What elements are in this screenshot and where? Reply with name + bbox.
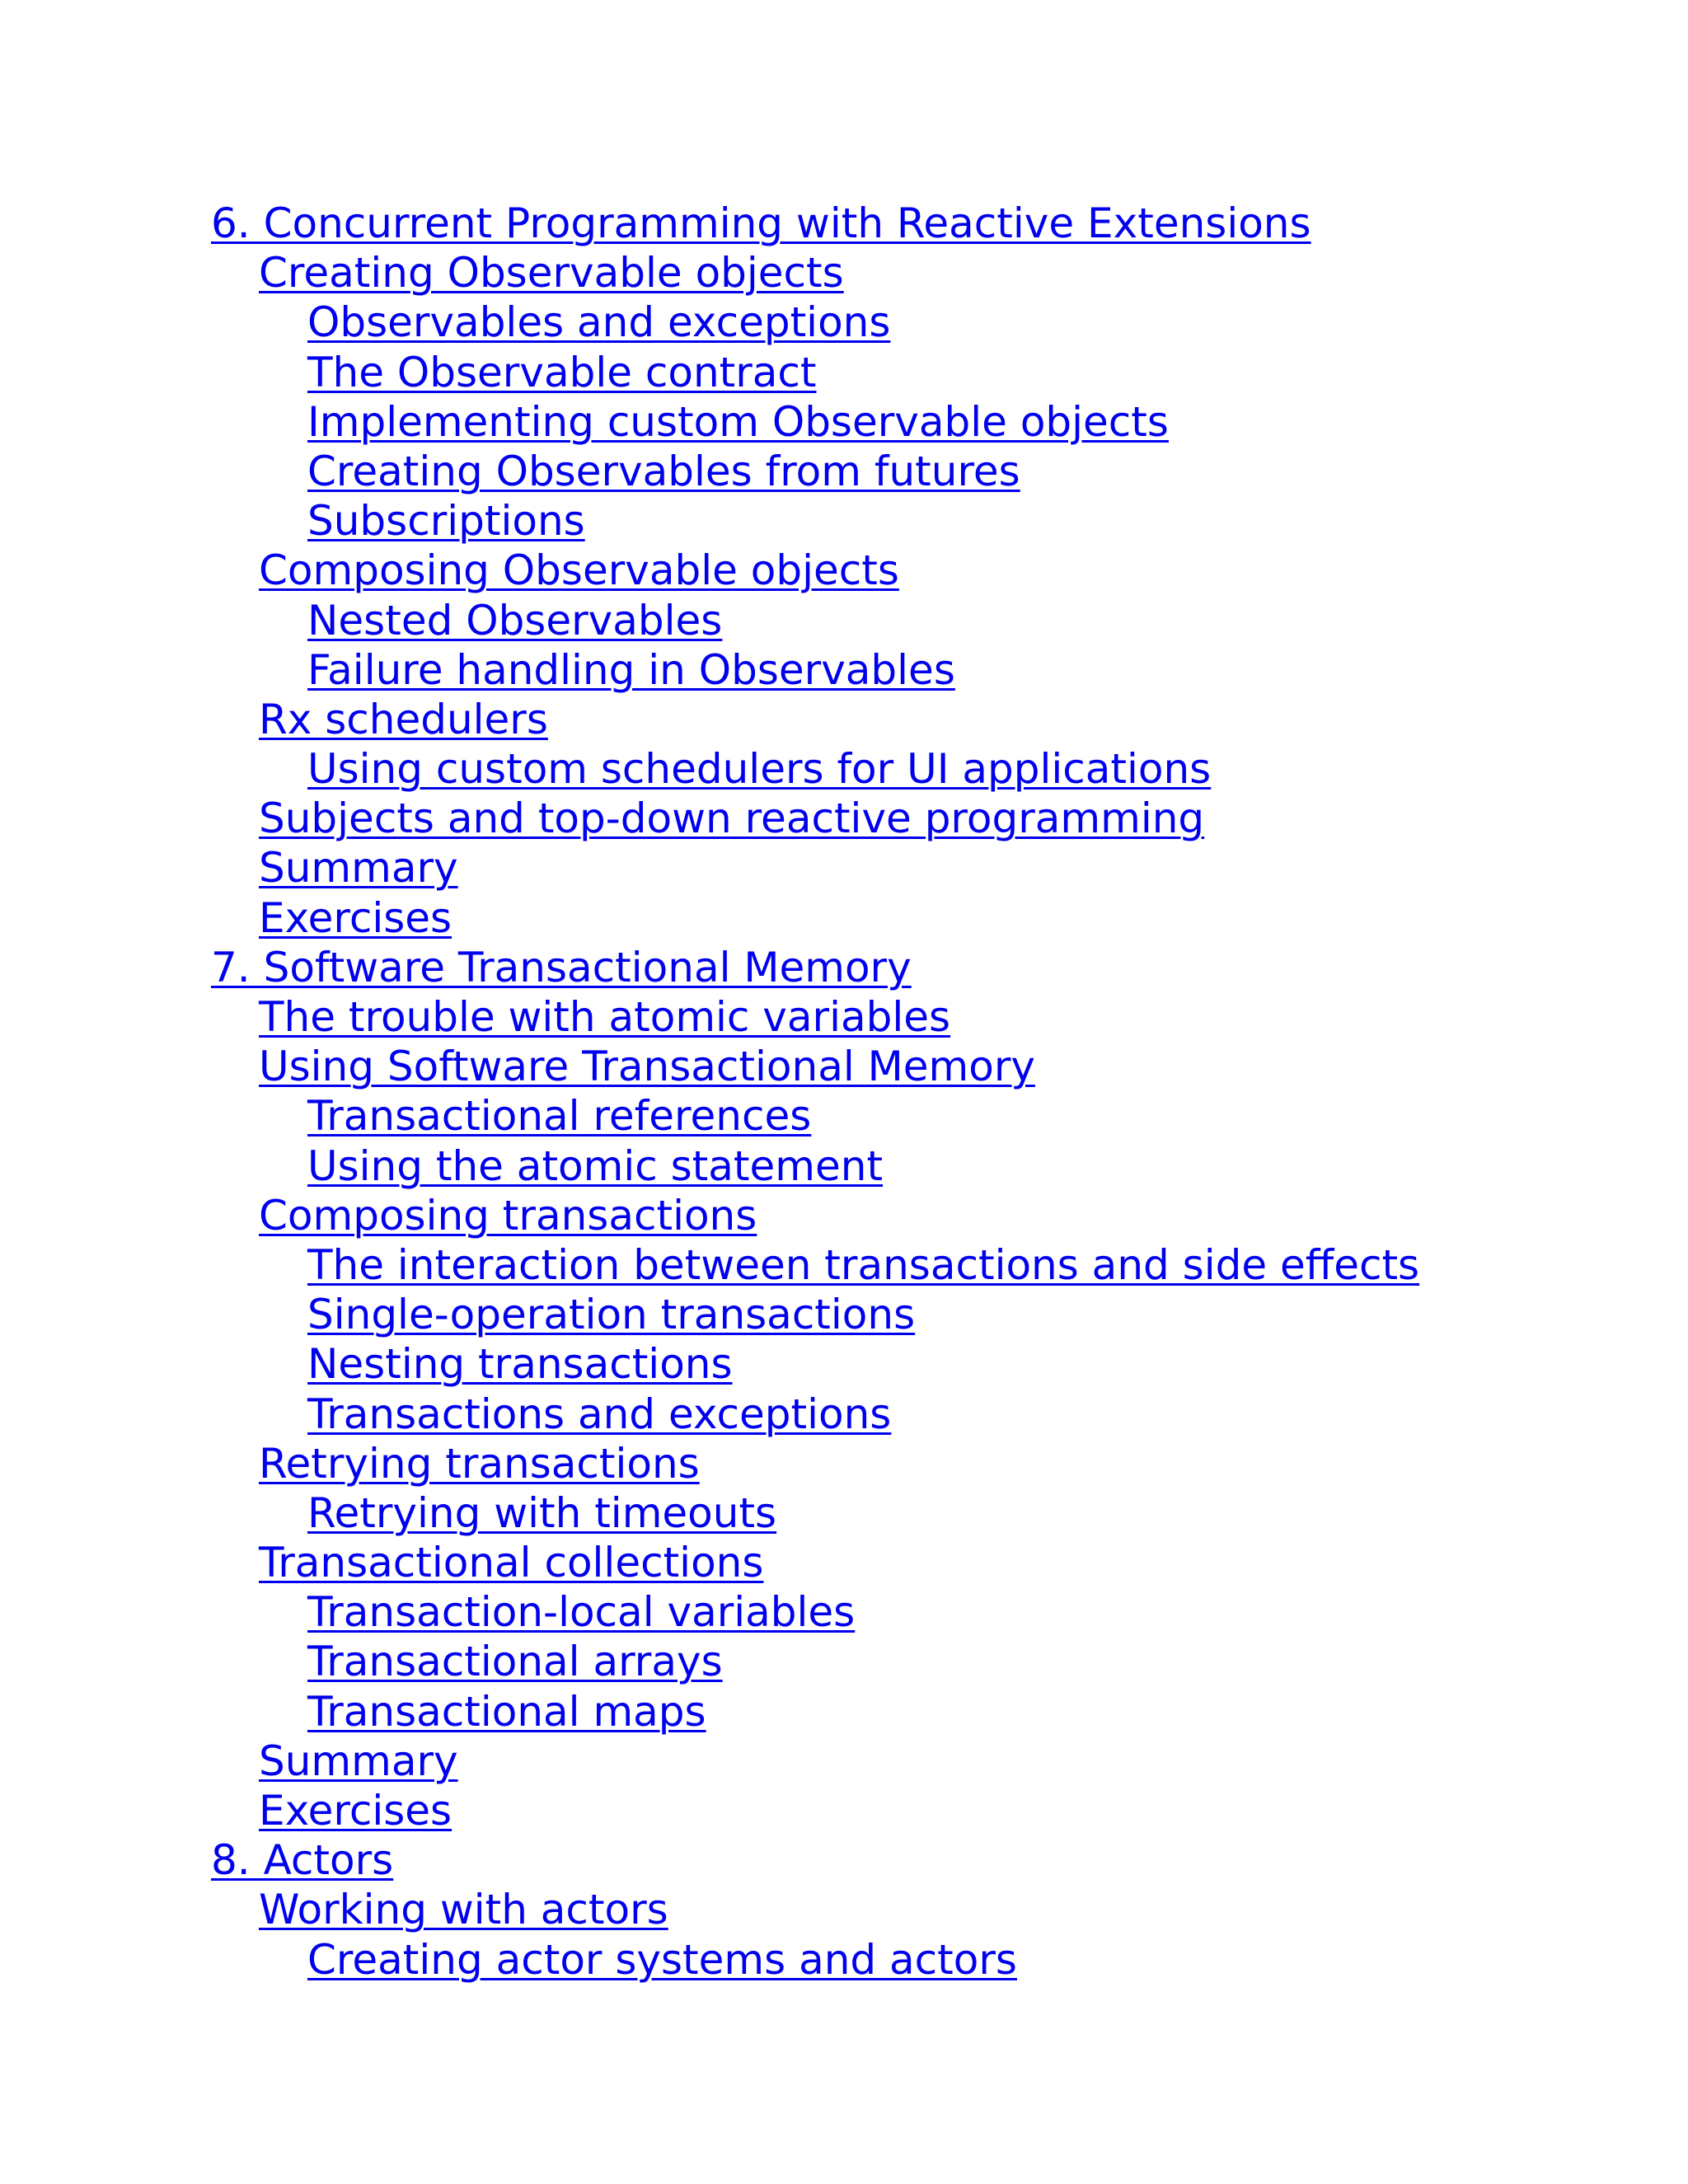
toc-section-link[interactable]: Subjects and top-down reactive programming xyxy=(259,794,1205,843)
toc-entry xyxy=(0,1835,1688,1885)
toc-entry xyxy=(0,496,1688,546)
toc-section-link[interactable]: Exercises xyxy=(259,893,452,942)
toc-section-link[interactable]: Composing transactions xyxy=(259,1191,757,1240)
toc-subsection-link[interactable]: Using custom schedulers for UI applications xyxy=(307,745,1212,794)
toc-section-link[interactable]: Creating Observable objects xyxy=(259,249,844,298)
toc-chapter-link[interactable]: 8. Actors xyxy=(211,1836,394,1885)
toc-section-link[interactable]: Rx schedulers xyxy=(259,695,548,743)
toc-entry xyxy=(0,1191,1688,1240)
toc-entry xyxy=(0,1439,1688,1488)
toc-subsection-link[interactable]: Transactional references xyxy=(307,1092,812,1141)
toc-entry xyxy=(0,199,1688,248)
toc-entry xyxy=(0,1637,1688,1686)
toc-entry xyxy=(0,645,1688,695)
toc-subsection-link[interactable]: Implementing custom Observable objects xyxy=(307,397,1169,446)
toc-entry xyxy=(0,447,1688,496)
toc-entry xyxy=(0,1240,1688,1290)
toc-subsection-link[interactable]: Creating Observables from futures xyxy=(307,447,1020,495)
toc-entry xyxy=(0,1935,1688,1985)
toc-entry xyxy=(0,1587,1688,1637)
toc-entry xyxy=(0,1042,1688,1091)
toc-entry xyxy=(0,248,1688,298)
toc-section-link[interactable]: Working with actors xyxy=(259,1886,668,1934)
toc-entry xyxy=(0,695,1688,744)
toc-subsection-link[interactable]: Using the atomic statement xyxy=(307,1141,884,1190)
toc-entry xyxy=(0,596,1688,645)
toc-entry xyxy=(0,843,1688,893)
toc-section-link[interactable]: Retrying transactions xyxy=(259,1439,700,1488)
toc-entry xyxy=(0,1885,1688,1934)
toc-subsection-link[interactable]: Retrying with timeouts xyxy=(307,1488,777,1537)
toc-entry xyxy=(0,744,1688,794)
toc-chapter-link[interactable]: 7. Software Transactional Memory xyxy=(211,943,912,991)
toc-section-link[interactable]: Summary xyxy=(259,844,458,893)
toc-subsection-link[interactable]: Nesting transactions xyxy=(307,1340,733,1389)
toc-entry xyxy=(0,794,1688,843)
toc-subsection-link[interactable]: The Observable contract xyxy=(307,348,817,396)
toc-section-link[interactable]: Composing Observable objects xyxy=(259,546,899,595)
toc-subsection-link[interactable]: Subscriptions xyxy=(307,497,585,546)
toc-subsection-link[interactable]: Observables and exceptions xyxy=(307,298,891,347)
toc-section-link[interactable]: Using Software Transactional Memory xyxy=(259,1043,1035,1091)
toc-chapter-link[interactable]: 6. Concurrent Programming with Reactive Extensions xyxy=(211,199,1311,247)
toc-entry xyxy=(0,397,1688,447)
toc-section-link[interactable]: Summary xyxy=(259,1736,458,1785)
toc-entry xyxy=(0,1736,1688,1786)
toc-entry xyxy=(0,1339,1688,1389)
toc-entry xyxy=(0,1290,1688,1339)
toc-subsection-link[interactable]: Transactions and exceptions xyxy=(307,1390,892,1438)
toc-subsection-link[interactable]: Transactional arrays xyxy=(307,1638,723,1686)
toc-subsection-link[interactable]: Transaction-local variables xyxy=(307,1588,856,1637)
toc-section-link[interactable]: Exercises xyxy=(259,1787,452,1835)
toc-entry xyxy=(0,348,1688,397)
toc-subsection-link[interactable]: Failure handling in Observables xyxy=(307,645,955,694)
toc-entry xyxy=(0,1141,1688,1191)
toc-entry xyxy=(0,546,1688,595)
toc-entry xyxy=(0,992,1688,1042)
toc-entry xyxy=(0,298,1688,347)
toc-subsection-link[interactable]: Nested Observables xyxy=(307,596,723,644)
toc-subsection-link[interactable]: The interaction between transactions and side effects xyxy=(307,1240,1420,1289)
toc-section-link[interactable]: Transactional collections xyxy=(259,1539,764,1587)
toc-subsection-link[interactable]: Creating actor systems and actors xyxy=(307,1935,1017,1984)
toc-entry xyxy=(0,1538,1688,1587)
toc-entry xyxy=(0,1091,1688,1141)
toc-entry xyxy=(0,893,1688,943)
toc-subsection-link[interactable]: Transactional maps xyxy=(307,1687,706,1736)
toc-entry xyxy=(0,1786,1688,1835)
toc-entry xyxy=(0,1687,1688,1736)
table-of-contents xyxy=(0,199,1688,1985)
toc-entry xyxy=(0,1488,1688,1538)
toc-entry xyxy=(0,943,1688,992)
toc-entry xyxy=(0,1390,1688,1439)
toc-subsection-link[interactable]: Single-operation transactions xyxy=(307,1291,916,1339)
toc-section-link[interactable]: The trouble with atomic variables xyxy=(259,993,951,1041)
